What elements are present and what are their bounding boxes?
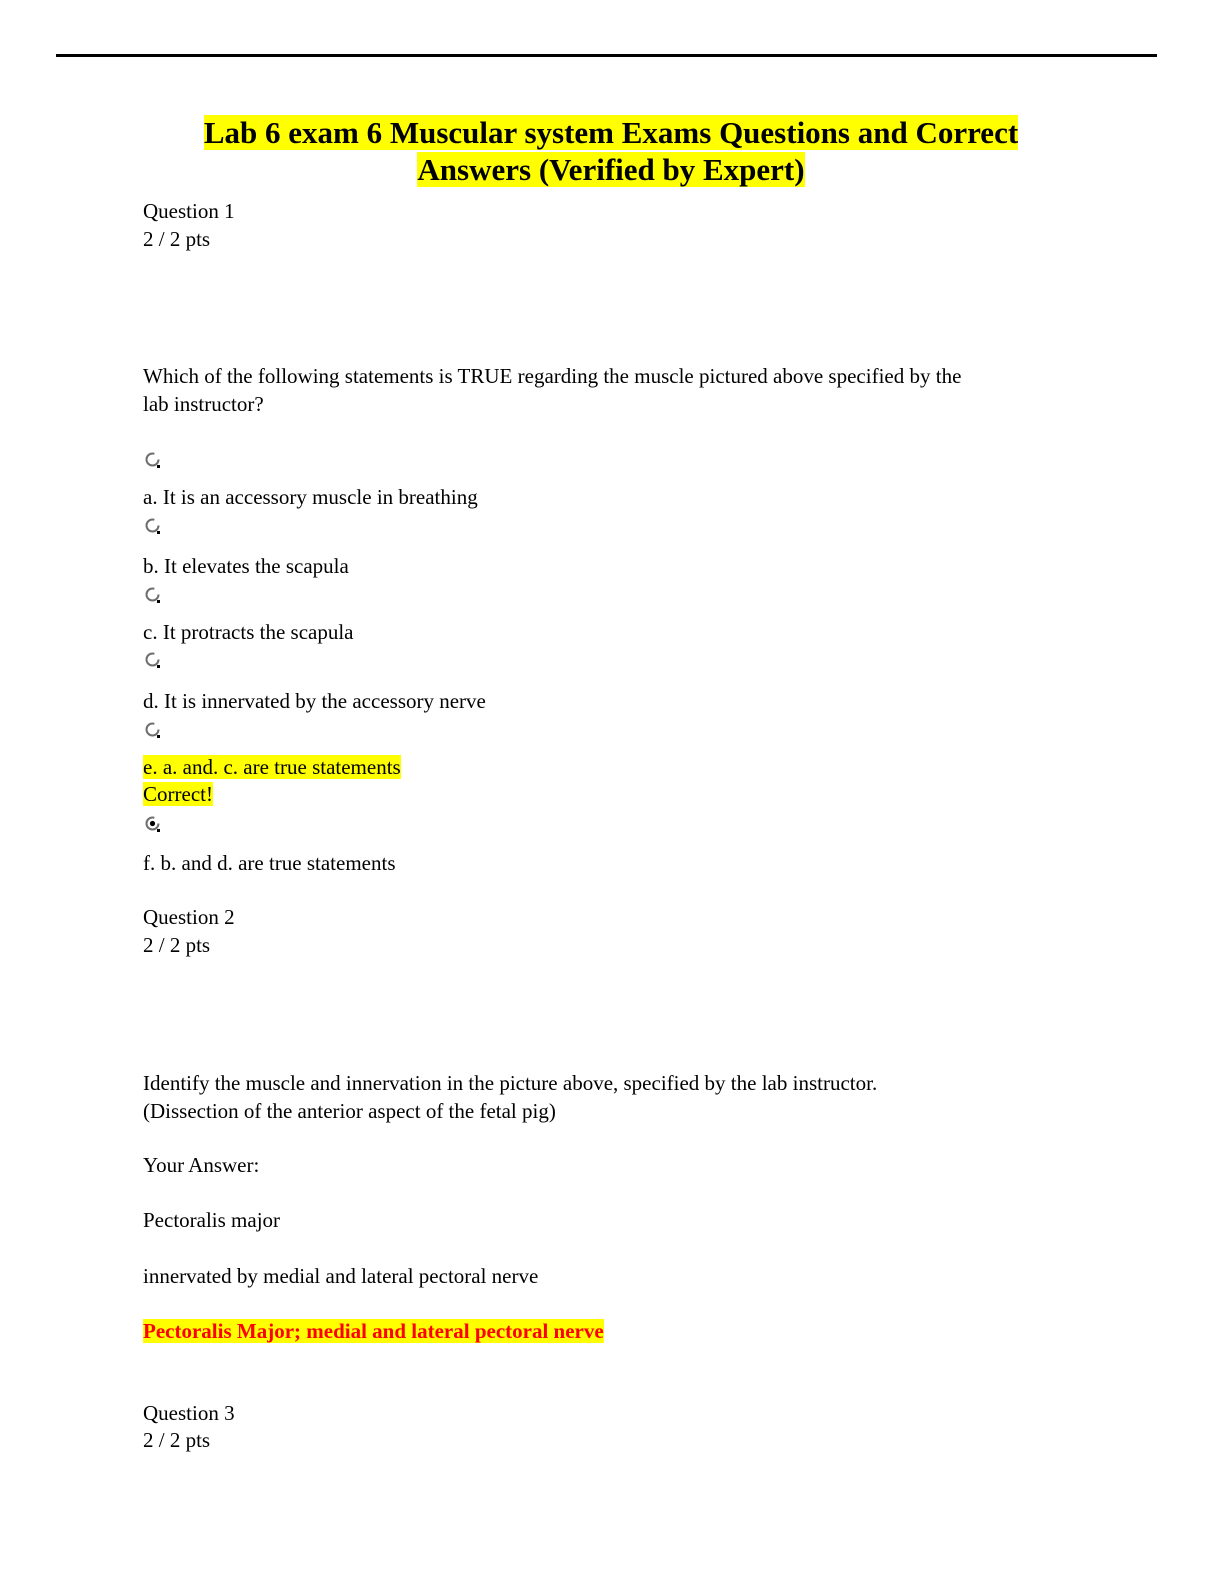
feedback-row (143, 780, 213, 808)
title-line-1: Lab 6 exam 6 Muscular system Exams Questions and Correct (203, 115, 1019, 150)
option-c-label: c. It protracts the scapula (143, 620, 354, 644)
title-line-2: Answers (Verified by Expert) (417, 152, 805, 187)
option-b-radio[interactable] (145, 518, 161, 534)
option-d-label: d. It is innervated by the accessory nerve (143, 689, 486, 713)
option-f-label: f. b. and d. are true statements (143, 851, 396, 875)
question-3-points: 2 / 2 pts (143, 1428, 211, 1452)
option-d-radio[interactable] (145, 652, 161, 668)
option-a-label: a. It is an accessory muscle in breathing (143, 485, 478, 509)
correct-answer: Pectoralis Major; medial and lateral pectoral nerve (143, 1319, 604, 1343)
option-b-label: b. It elevates the scapula (143, 554, 349, 578)
question-1-prompt-line-2: lab instructor? (143, 392, 264, 416)
question-2-prompt-line-2: (Dissection of the anterior aspect of the fetal pig) (143, 1099, 556, 1123)
option-a-radio[interactable] (145, 452, 161, 468)
option-f-radio-selected[interactable] (145, 816, 161, 832)
option-e-radio[interactable] (145, 722, 161, 738)
question-2-label: Question 2 (143, 905, 235, 929)
correct-feedback: Correct! (143, 782, 213, 806)
your-answer-label: Your Answer: (143, 1153, 260, 1177)
document-title (56, 114, 1166, 188)
your-answer-line-2: innervated by medial and lateral pectoral nerve (143, 1264, 539, 1288)
question-2-prompt-line-1: Identify the muscle and innervation in the picture above, specified by the lab instructor. (143, 1071, 878, 1095)
your-answer-line-1: Pectoralis major (143, 1208, 281, 1232)
top-rule (56, 54, 1157, 57)
correct-answer-row (143, 1317, 604, 1345)
option-e-row (143, 753, 401, 781)
question-2-points: 2 / 2 pts (143, 933, 211, 957)
question-1-prompt-line-1: Which of the following statements is TRUE regarding the muscle pictured above specified by the (143, 364, 962, 388)
question-1-label: Question 1 (143, 199, 235, 223)
question-3-label: Question 3 (143, 1401, 235, 1425)
option-e-label: e. a. and. c. are true statements (143, 755, 401, 779)
option-c-radio[interactable] (145, 587, 161, 603)
question-1-points: 2 / 2 pts (143, 227, 211, 251)
